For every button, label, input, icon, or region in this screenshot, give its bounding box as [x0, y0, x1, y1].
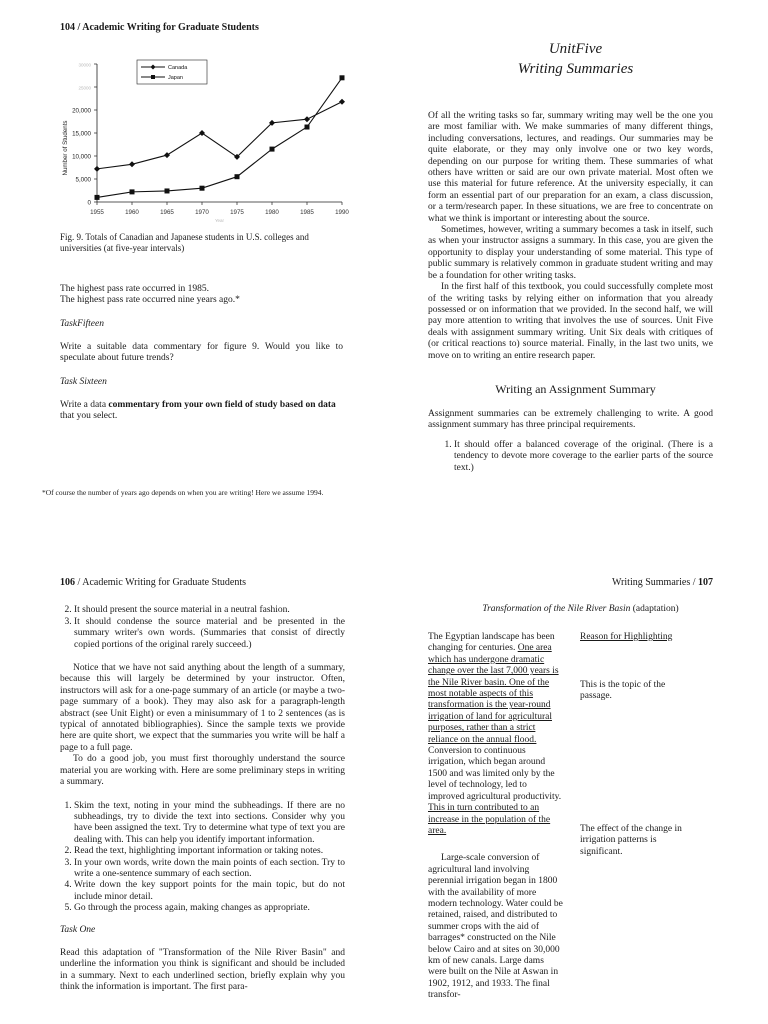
section-heading: Writing an Assignment Summary [495, 381, 656, 396]
article-title [428, 604, 713, 615]
unit-subtitle: Writing Summaries [517, 61, 634, 77]
x-axis-label: Year [214, 218, 225, 223]
requirement-item: 1. It should offer a balanced coverage of the original. (There is a tendency to devote more coverage to the earlier parts of the source text.) [454, 440, 713, 474]
x-tick-label: 1985 [300, 209, 314, 216]
y-tick-label: 10,000 [72, 153, 91, 161]
reason-note-1: This is the topic of the passage. [580, 680, 666, 702]
article-column [428, 632, 563, 1002]
requirements-list [428, 440, 713, 474]
x-tick-label: 1970 [195, 209, 209, 216]
reason-heading: Reason for Highlighting [580, 632, 673, 642]
legend-label: Japan [168, 75, 183, 81]
highlighted-text: This in turn contributed to an increase in the population of the area. [428, 803, 551, 836]
figure-caption: Fig. 9. Totals of Canadian and Japanese students in U.S. colleges and universities (at five-year intervals) [60, 232, 309, 253]
requirements-intro: Assignment summaries can be extremely challenging to write. A good assignment summary has three principal requirements. [428, 408, 713, 431]
notes-column [580, 632, 700, 857]
step-item: 4. Write down the key support points for the main topic, but do not include minor detail. [74, 880, 345, 903]
task-sixteen-text-end: that you select. [60, 411, 118, 422]
page-106 [60, 577, 345, 994]
data-point-japan [200, 186, 205, 191]
data-point-japan [235, 174, 240, 179]
article-title-suffix: (adaptation) [632, 604, 679, 615]
highlighted-text: One area which has undergone dramatic change over the last 7,000 years is the Nile River basin. One of the most notable aspects of this transformation is the year-round irrigation of land for agricultural purposes, rather than a strict reliance on the annual flood. [428, 643, 559, 745]
series-line-canada [97, 102, 342, 169]
data-point-canada [164, 152, 170, 158]
task-fifteen-text: Write a suitable data commentary for figure 9. Would you like to speculate about future trends? [60, 342, 343, 364]
x-tick-label: 1960 [125, 209, 139, 216]
article-paragraph-1 [428, 632, 563, 837]
task-one-text: Read this adaptation of "Transformation of the Nile River Basin" and underline the information you think is significant and should be included in a summary. Next to each underlined section, briefly explain why you think the information is important. The first para- [60, 947, 345, 993]
task-fifteen-title: TaskFifteen [60, 319, 104, 329]
step-item: 5. Go through the process again, making changes as appropriate. [74, 903, 345, 914]
x-tick-label: 1965 [160, 209, 174, 216]
y-axis-label: Number of Students [62, 120, 69, 176]
task-sixteen-text-start: Write a data [60, 400, 109, 410]
step-item: 1. Skim the text, noting in your mind the subheadings. If there are no subheadings, try to divide the text into sections. Consider why you have been assigned the text. Try to determine what type of text you are dealing with. This can help you identify important information. [74, 801, 345, 847]
legend-marker-japan [151, 75, 155, 79]
y-tick-label: 5,000 [75, 176, 91, 184]
y-tick-label: 15,000 [72, 130, 91, 138]
data-point-japan [340, 75, 345, 80]
page-105 [428, 40, 713, 474]
footnote: *Of course the number of years ago depends on when you are writing! Here we assume 1994. [42, 488, 324, 497]
data-point-japan [165, 188, 170, 193]
student-totals-chart [52, 50, 352, 225]
article-title-text: Transformation of the Nile River Basin [482, 604, 631, 615]
running-title: / Academic Writing for Graduate Students [77, 577, 247, 588]
task-one-title: Task One [60, 924, 96, 935]
running-title: / Academic Writing for Graduate Students [77, 22, 259, 33]
page-number: 107 [698, 577, 713, 588]
series-line-japan [97, 78, 342, 198]
data-point-japan [130, 189, 135, 194]
reason-note-2: The effect of the change in irrigation patterns is significant. [580, 824, 682, 857]
page-header [60, 577, 345, 588]
page-104 [42, 22, 360, 497]
x-tick-label: 1980 [265, 209, 279, 216]
task-sixteen-text [60, 400, 345, 423]
intro-paragraph-3: In the first half of this textbook, you could successfully complete most of the writing tasks by relying either on information that you already possessed or on information that we provided. In the second half, we will pay more attention to writing that involves the use of sources. Unit Five deals with assignment summary writing. Unit Six deals with critiques of (or critical reactions to) source material. Finally, in the last two units, we move on to writing an entire research paper. [428, 282, 713, 361]
data-point-canada [339, 99, 345, 105]
page-header [428, 577, 713, 588]
data-point-canada [129, 161, 135, 167]
page-header [60, 22, 360, 33]
x-tick-label: 1955 [90, 209, 104, 216]
running-title: Writing Summaries / [612, 577, 696, 588]
data-point-canada [304, 116, 310, 122]
article-text: The Egyptian landscape has been changing for centuries. [428, 632, 555, 654]
pass-rate-sentence-1: The highest pass rate occurred in 1985. [60, 284, 210, 294]
article-text: Conversion to continuous irrigation, which began around 1500 and was limited only by the level of technology, led to improved agricultural productivity. [428, 746, 562, 802]
length-paragraph: Notice that we have not said anything about the length of a summary, because this will largely be determined by your instructor. Often, instructors will ask for a one-page summary of an article (or maybe a two-page summary of a book). They may also ask for a paragraph-length abstract (see Unit Eight) or even a minisummary of 1 to 2 sentences (as is typical of annotated bibliographies). Since the sample texts we provide here are quite short, we expect that the summaries you write will be half a page to a full page. [60, 663, 345, 753]
y-tick-label: 30000 [78, 62, 91, 68]
legend-label: Canada [168, 65, 188, 71]
y-tick-label: 20,000 [72, 107, 91, 115]
step-item: 3. In your own words, write down the main points of each section. Try to write a one-sentence summary of each section. [74, 858, 345, 881]
preparation-paragraph: To do a good job, you must first thoroughly understand the source material you are working with. Here are some preliminary steps in writing a summary. [60, 754, 345, 788]
y-tick-label: 0 [87, 199, 91, 207]
requirement-item: 2. It should present the source material in a neutral fashion. [74, 605, 345, 616]
page-107 [428, 577, 713, 1001]
page-number: 104 [60, 22, 75, 33]
requirement-item: 3. It should condense the source material and be presented in the summary writer's own words. (Summaries that consist of directly copied portions of the original rarely succeed.) [74, 617, 345, 651]
pass-rate-sentence-2: The highest pass rate occurred nine years ago.* [60, 295, 240, 306]
task-sixteen-title: Task Sixteen [60, 377, 107, 387]
y-tick-label: 25000 [78, 85, 91, 91]
x-tick-label: 1990 [335, 209, 349, 216]
task-sixteen-bold-text: commentary from your own field of study based on data [108, 400, 336, 410]
requirements-list-continued [60, 605, 345, 651]
step-item: 2. Read the text, highlighting important information or taking notes. [74, 846, 345, 857]
data-point-canada [94, 166, 100, 172]
intro-paragraph-2: Sometimes, however, writing a summary becomes a task in itself, such as when your instructor assigns a summary. In this case, you are given the opportunity to display your understanding of some material. This type of public summary is relatively common in graduate student writing and may be a foundation for other writing tasks. [428, 225, 713, 281]
summary-steps-list [60, 801, 345, 915]
x-tick-label: 1975 [230, 209, 244, 216]
data-point-japan [270, 147, 275, 152]
unit-title: UnitFive [548, 41, 603, 57]
data-point-japan [95, 195, 100, 200]
data-point-japan [305, 125, 310, 130]
intro-paragraph-1: Of all the writing tasks so far, summary writing may well be the one you are most familiar with. We make summaries of many different things, including conversations, lectures, and readings. Our summaries may be quite elaborate, or they may only involve one or two key words, depending on our purpose for writing them. These summaries of what others have written or said are our own private material. Most often we use this material for future reference. At the university especially, it can form an essential part of our preparation for an exam, a class discussion, or a term/research paper. In these situations, we are free to concentrate on what we think is important or interesting about the source. [428, 111, 713, 224]
page-number: 106 [60, 577, 75, 588]
article-paragraph-2: Large-scale conversion of agricultural land involving perennial irrigation began in 1800 with the availability of more modern technology. Water could be retained, raised, and distributed to summer crops with the aid of barrages* constructed on the Nile below Cairo and at sites on 30,000 km of new canals. Large dams were built on the Nile at Aswan in 1902, 1912, and 1933. The final transfor- [428, 853, 563, 1001]
